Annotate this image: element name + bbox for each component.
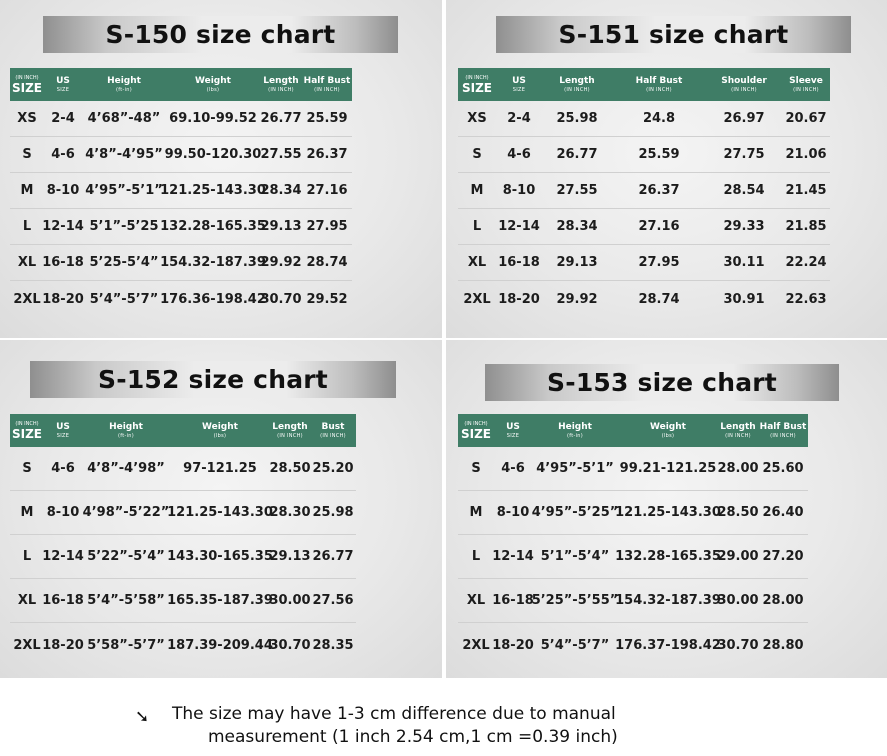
table-cell: 29.13: [260, 209, 302, 245]
column-header-sublabel: (lbs): [213, 432, 227, 439]
column-header-label: SIZE: [11, 80, 42, 95]
size-cell: XS: [458, 101, 496, 137]
table-cell: 28.74: [638, 291, 680, 307]
table-cell: 29.92: [260, 245, 302, 281]
size-cell: L: [10, 209, 44, 245]
column-header-sublabel: (IN INCH): [770, 432, 796, 439]
table-cell: 8-10: [44, 491, 82, 535]
table-cell: 25.60: [758, 447, 808, 491]
table-cell: 29.33: [706, 209, 782, 245]
table-cell: 5’4”-5’58”: [82, 579, 170, 623]
column-header-sublabel: SIZE: [56, 86, 70, 93]
column-header: [458, 68, 496, 101]
table-cell: 22.63: [785, 291, 827, 307]
table-cell: 99.50-120.30: [166, 137, 260, 173]
table-cell: 143.30-165.35: [170, 535, 270, 579]
table-cell: 99.21-121.25: [618, 447, 718, 491]
table-cell: 28.30: [270, 491, 310, 535]
size-cell: S: [10, 447, 44, 491]
size-cell: M: [10, 173, 44, 209]
table-cell: 4-6: [494, 447, 532, 491]
column-header: [82, 414, 170, 447]
size-cell: XS: [10, 101, 44, 137]
size-cell: 2XL: [463, 291, 491, 307]
column-header-label: Half Bust: [759, 421, 807, 432]
column-header-label: Shoulder: [721, 75, 767, 86]
table-cell: 165.35-187.39: [170, 579, 270, 623]
table-cell: 4-6: [44, 137, 82, 173]
table-cell: 26.37: [302, 137, 352, 173]
column-header-sublabel: (IN INCH): [564, 86, 590, 93]
column-header: [718, 414, 758, 447]
column-header-label: SIZE: [460, 426, 491, 441]
size-chart-panel-s153: [446, 340, 887, 678]
table-cell: 25.59: [612, 137, 706, 173]
size-cell: 2XL: [13, 291, 41, 307]
table-cell: 28.34: [260, 173, 302, 209]
column-header-label: Length: [272, 421, 308, 432]
column-header: [82, 68, 166, 101]
table-cell: 28.50: [718, 491, 758, 535]
column-header-sublabel: SIZE: [56, 432, 70, 439]
column-header-label: Weight: [195, 75, 231, 86]
size-cell: M: [10, 491, 44, 535]
column-header: [270, 414, 310, 447]
table-cell: 30.11: [706, 245, 782, 281]
chart-title: S-152 size chart: [98, 365, 328, 394]
size-cell: 2XL: [13, 637, 41, 653]
column-header: [706, 68, 782, 101]
table-cell: 16-18: [44, 245, 82, 281]
table-cell: 69.10-99.52: [166, 101, 260, 137]
size-table: [10, 414, 356, 667]
column-header-label: US: [506, 421, 520, 432]
column-header-sublabel: (lbs): [661, 432, 675, 439]
column-header-label: Height: [107, 75, 141, 86]
column-header: [782, 68, 830, 101]
column-header-sublabel: (IN INCH): [731, 86, 757, 93]
table-cell: 27.56: [310, 579, 356, 623]
table-cell: 12-14: [496, 209, 542, 245]
table-cell: 28.00: [758, 579, 808, 623]
column-header-label: US: [56, 421, 70, 432]
column-header: [310, 414, 356, 447]
table-cell: 26.37: [612, 173, 706, 209]
table-cell: 5’1”-5’4”: [532, 535, 618, 579]
size-cell: S: [10, 137, 44, 173]
table-cell: 29.52: [306, 291, 348, 307]
table-cell: 29.92: [556, 291, 598, 307]
table-cell: 4’95”-5’1”: [82, 173, 166, 209]
column-header-sublabel: (IN INCH): [277, 432, 303, 439]
table-cell: 22.24: [782, 245, 830, 281]
table-cell: 18-20: [492, 637, 534, 653]
table-cell: 121.25-143.30: [618, 491, 718, 535]
table-cell: 8-10: [44, 173, 82, 209]
table-cell: 5’25-5’4”: [82, 245, 166, 281]
size-cell: XL: [458, 579, 494, 623]
column-header-label: Height: [558, 421, 592, 432]
table-cell: 18-20: [42, 291, 84, 307]
column-header-unit: (IN INCH): [15, 74, 39, 81]
table-cell: 4-6: [44, 447, 82, 491]
column-header: [166, 68, 260, 101]
column-header: [458, 414, 494, 447]
table-cell: 5’4”-5’7”: [540, 637, 610, 653]
column-header: [10, 68, 44, 101]
column-header: [10, 414, 44, 447]
table-cell: 21.85: [782, 209, 830, 245]
size-table: [458, 414, 808, 667]
table-cell: 21.45: [782, 173, 830, 209]
table-cell: 27.75: [706, 137, 782, 173]
table-cell: 20.67: [782, 101, 830, 137]
table-cell: 4’8”-4’95”: [82, 137, 166, 173]
size-table: [10, 68, 352, 317]
size-cell: XL: [458, 245, 496, 281]
chart-title-bar: [496, 16, 851, 53]
table-cell: 18-20: [498, 291, 540, 307]
table-cell: 30.70: [717, 637, 759, 653]
column-header-label: Length: [263, 75, 299, 86]
table-cell: 26.40: [758, 491, 808, 535]
column-header: [542, 68, 612, 101]
table-cell: 26.97: [706, 101, 782, 137]
size-cell: S: [458, 447, 494, 491]
note-line-1: The size may have 1-3 cm difference due to manual: [172, 704, 616, 724]
table-cell: 29.13: [542, 245, 612, 281]
size-table: [458, 68, 830, 317]
table-cell: 28.74: [302, 245, 352, 281]
column-header-unit: (IN INCH): [465, 74, 489, 81]
column-header: [758, 414, 808, 447]
column-header: [260, 68, 302, 101]
table-cell: 176.37-198.42: [615, 637, 721, 653]
table-cell: 18-20: [42, 637, 84, 653]
column-header-label: Half Bust: [635, 75, 683, 86]
column-header: [532, 414, 618, 447]
size-cell: L: [458, 535, 494, 579]
table-cell: 5’22”-5’4”: [82, 535, 170, 579]
column-header-sublabel: (ft-in): [116, 86, 132, 93]
column-header-sublabel: (IN INCH): [793, 86, 819, 93]
column-header-sublabel: (lbs): [206, 86, 220, 93]
table-cell: 30.91: [723, 291, 765, 307]
size-cell: L: [10, 535, 44, 579]
column-header-unit: (IN INCH): [464, 420, 488, 427]
table-cell: 30.00: [718, 579, 758, 623]
column-header-label: Bust: [321, 421, 345, 432]
column-header-sublabel: SIZE: [506, 432, 520, 439]
column-header-sublabel: (IN INCH): [646, 86, 672, 93]
table-cell: 27.95: [612, 245, 706, 281]
table-cell: 29.13: [270, 535, 310, 579]
table-cell: 21.06: [782, 137, 830, 173]
table-cell: 29.00: [718, 535, 758, 579]
column-header-sublabel: SIZE: [512, 86, 526, 93]
table-cell: 30.70: [269, 637, 311, 653]
table-cell: 121.25-143.30: [170, 491, 270, 535]
chart-title: S-150 size chart: [105, 20, 336, 49]
column-header-label: Height: [109, 421, 143, 432]
note-line-2: measurement (1 inch 2.54 cm,1 cm =0.39 inch): [208, 727, 618, 747]
table-cell: 30.70: [260, 291, 302, 307]
size-cell: XL: [10, 579, 44, 623]
table-cell: 30.00: [270, 579, 310, 623]
column-header-label: US: [512, 75, 526, 86]
table-cell: 12-14: [44, 535, 82, 579]
table-cell: 4’8”-4’98”: [82, 447, 170, 491]
table-cell: 26.77: [542, 137, 612, 173]
column-header-sublabel: (IN INCH): [314, 86, 340, 93]
column-header-sublabel: (IN INCH): [320, 432, 346, 439]
table-cell: 24.8: [612, 101, 706, 137]
table-cell: 28.00: [718, 447, 758, 491]
size-cell: M: [458, 173, 496, 209]
table-cell: 25.20: [310, 447, 356, 491]
table-cell: 16-18: [44, 579, 82, 623]
column-header: [494, 414, 532, 447]
column-header: [612, 68, 706, 101]
table-cell: 8-10: [496, 173, 542, 209]
table-cell: 4’68”-48”: [82, 101, 166, 137]
size-chart-panel-s151: [446, 0, 887, 338]
column-header-label: Sleeve: [789, 75, 823, 86]
table-cell: 5’25”-5’55”: [532, 579, 618, 623]
size-cell: M: [458, 491, 494, 535]
column-header: [618, 414, 718, 447]
column-header: [44, 68, 82, 101]
column-header-label: Length: [559, 75, 595, 86]
table-cell: 132.28-165.35: [166, 209, 260, 245]
table-cell: 5’4”-5’7”: [89, 291, 159, 307]
column-header-unit: (IN INCH): [15, 420, 39, 427]
column-header: [496, 68, 542, 101]
chart-title-bar: [43, 16, 398, 53]
south-east-arrow-icon: ➘: [135, 707, 150, 727]
table-cell: 4’98”-5’22”: [82, 491, 170, 535]
size-cell: S: [458, 137, 496, 173]
table-cell: 12-14: [494, 535, 532, 579]
table-cell: 28.50: [270, 447, 310, 491]
table-cell: 154.32-187.39: [166, 245, 260, 281]
column-header: [44, 414, 82, 447]
table-cell: 8-10: [494, 491, 532, 535]
table-cell: 28.80: [762, 637, 804, 653]
table-cell: 132.28-165.35: [618, 535, 718, 579]
column-header-sublabel: (IN INCH): [268, 86, 294, 93]
column-header-sublabel: (ft-in): [567, 432, 583, 439]
column-header-label: Weight: [650, 421, 686, 432]
table-cell: 4-6: [496, 137, 542, 173]
size-chart-panel-s150: [0, 0, 442, 338]
column-header-label: US: [56, 75, 70, 86]
table-cell: 5’1”-5’25: [82, 209, 166, 245]
table-cell: 176.36-198.42: [160, 291, 266, 307]
table-cell: 5’58”-5’7”: [87, 637, 165, 653]
measurement-note: [0, 700, 887, 756]
column-header: [302, 68, 352, 101]
column-header: [170, 414, 270, 447]
table-cell: 2-4: [44, 101, 82, 137]
column-header-label: Length: [720, 421, 756, 432]
column-header-label: Half Bust: [303, 75, 351, 86]
size-cell: L: [458, 209, 496, 245]
size-cell: XL: [10, 245, 44, 281]
table-cell: 16-18: [496, 245, 542, 281]
chart-title-bar: [30, 361, 396, 398]
table-cell: 25.98: [542, 101, 612, 137]
table-cell: 26.77: [260, 101, 302, 137]
table-cell: 97-121.25: [170, 447, 270, 491]
chart-title: S-153 size chart: [547, 368, 777, 397]
table-cell: 27.16: [302, 173, 352, 209]
table-cell: 16-18: [494, 579, 532, 623]
column-header-label: SIZE: [11, 426, 42, 441]
size-cell: 2XL: [462, 637, 490, 653]
table-cell: 27.20: [758, 535, 808, 579]
column-header-sublabel: (IN INCH): [725, 432, 751, 439]
table-cell: 27.16: [612, 209, 706, 245]
table-cell: 27.55: [260, 137, 302, 173]
table-cell: 187.39-209.44: [167, 637, 273, 653]
table-cell: 26.77: [310, 535, 356, 579]
table-cell: 27.95: [302, 209, 352, 245]
table-cell: 2-4: [496, 101, 542, 137]
size-chart-panel-s152: [0, 340, 442, 678]
column-header-label: SIZE: [461, 80, 492, 95]
table-cell: 154.32-187.39: [618, 579, 718, 623]
table-cell: 121.25-143.30: [166, 173, 260, 209]
table-cell: 4’95”-5’1”: [532, 447, 618, 491]
table-cell: 25.59: [302, 101, 352, 137]
table-cell: 28.34: [542, 209, 612, 245]
table-cell: 28.35: [312, 637, 354, 653]
chart-title-bar: [485, 364, 839, 401]
chart-title: S-151 size chart: [558, 20, 789, 49]
table-cell: 27.55: [542, 173, 612, 209]
table-cell: 28.54: [706, 173, 782, 209]
column-header-label: Weight: [202, 421, 238, 432]
table-cell: 4’95”-5’25”: [532, 491, 618, 535]
table-cell: 12-14: [44, 209, 82, 245]
table-cell: 25.98: [310, 491, 356, 535]
column-header-sublabel: (ft-in): [118, 432, 134, 439]
